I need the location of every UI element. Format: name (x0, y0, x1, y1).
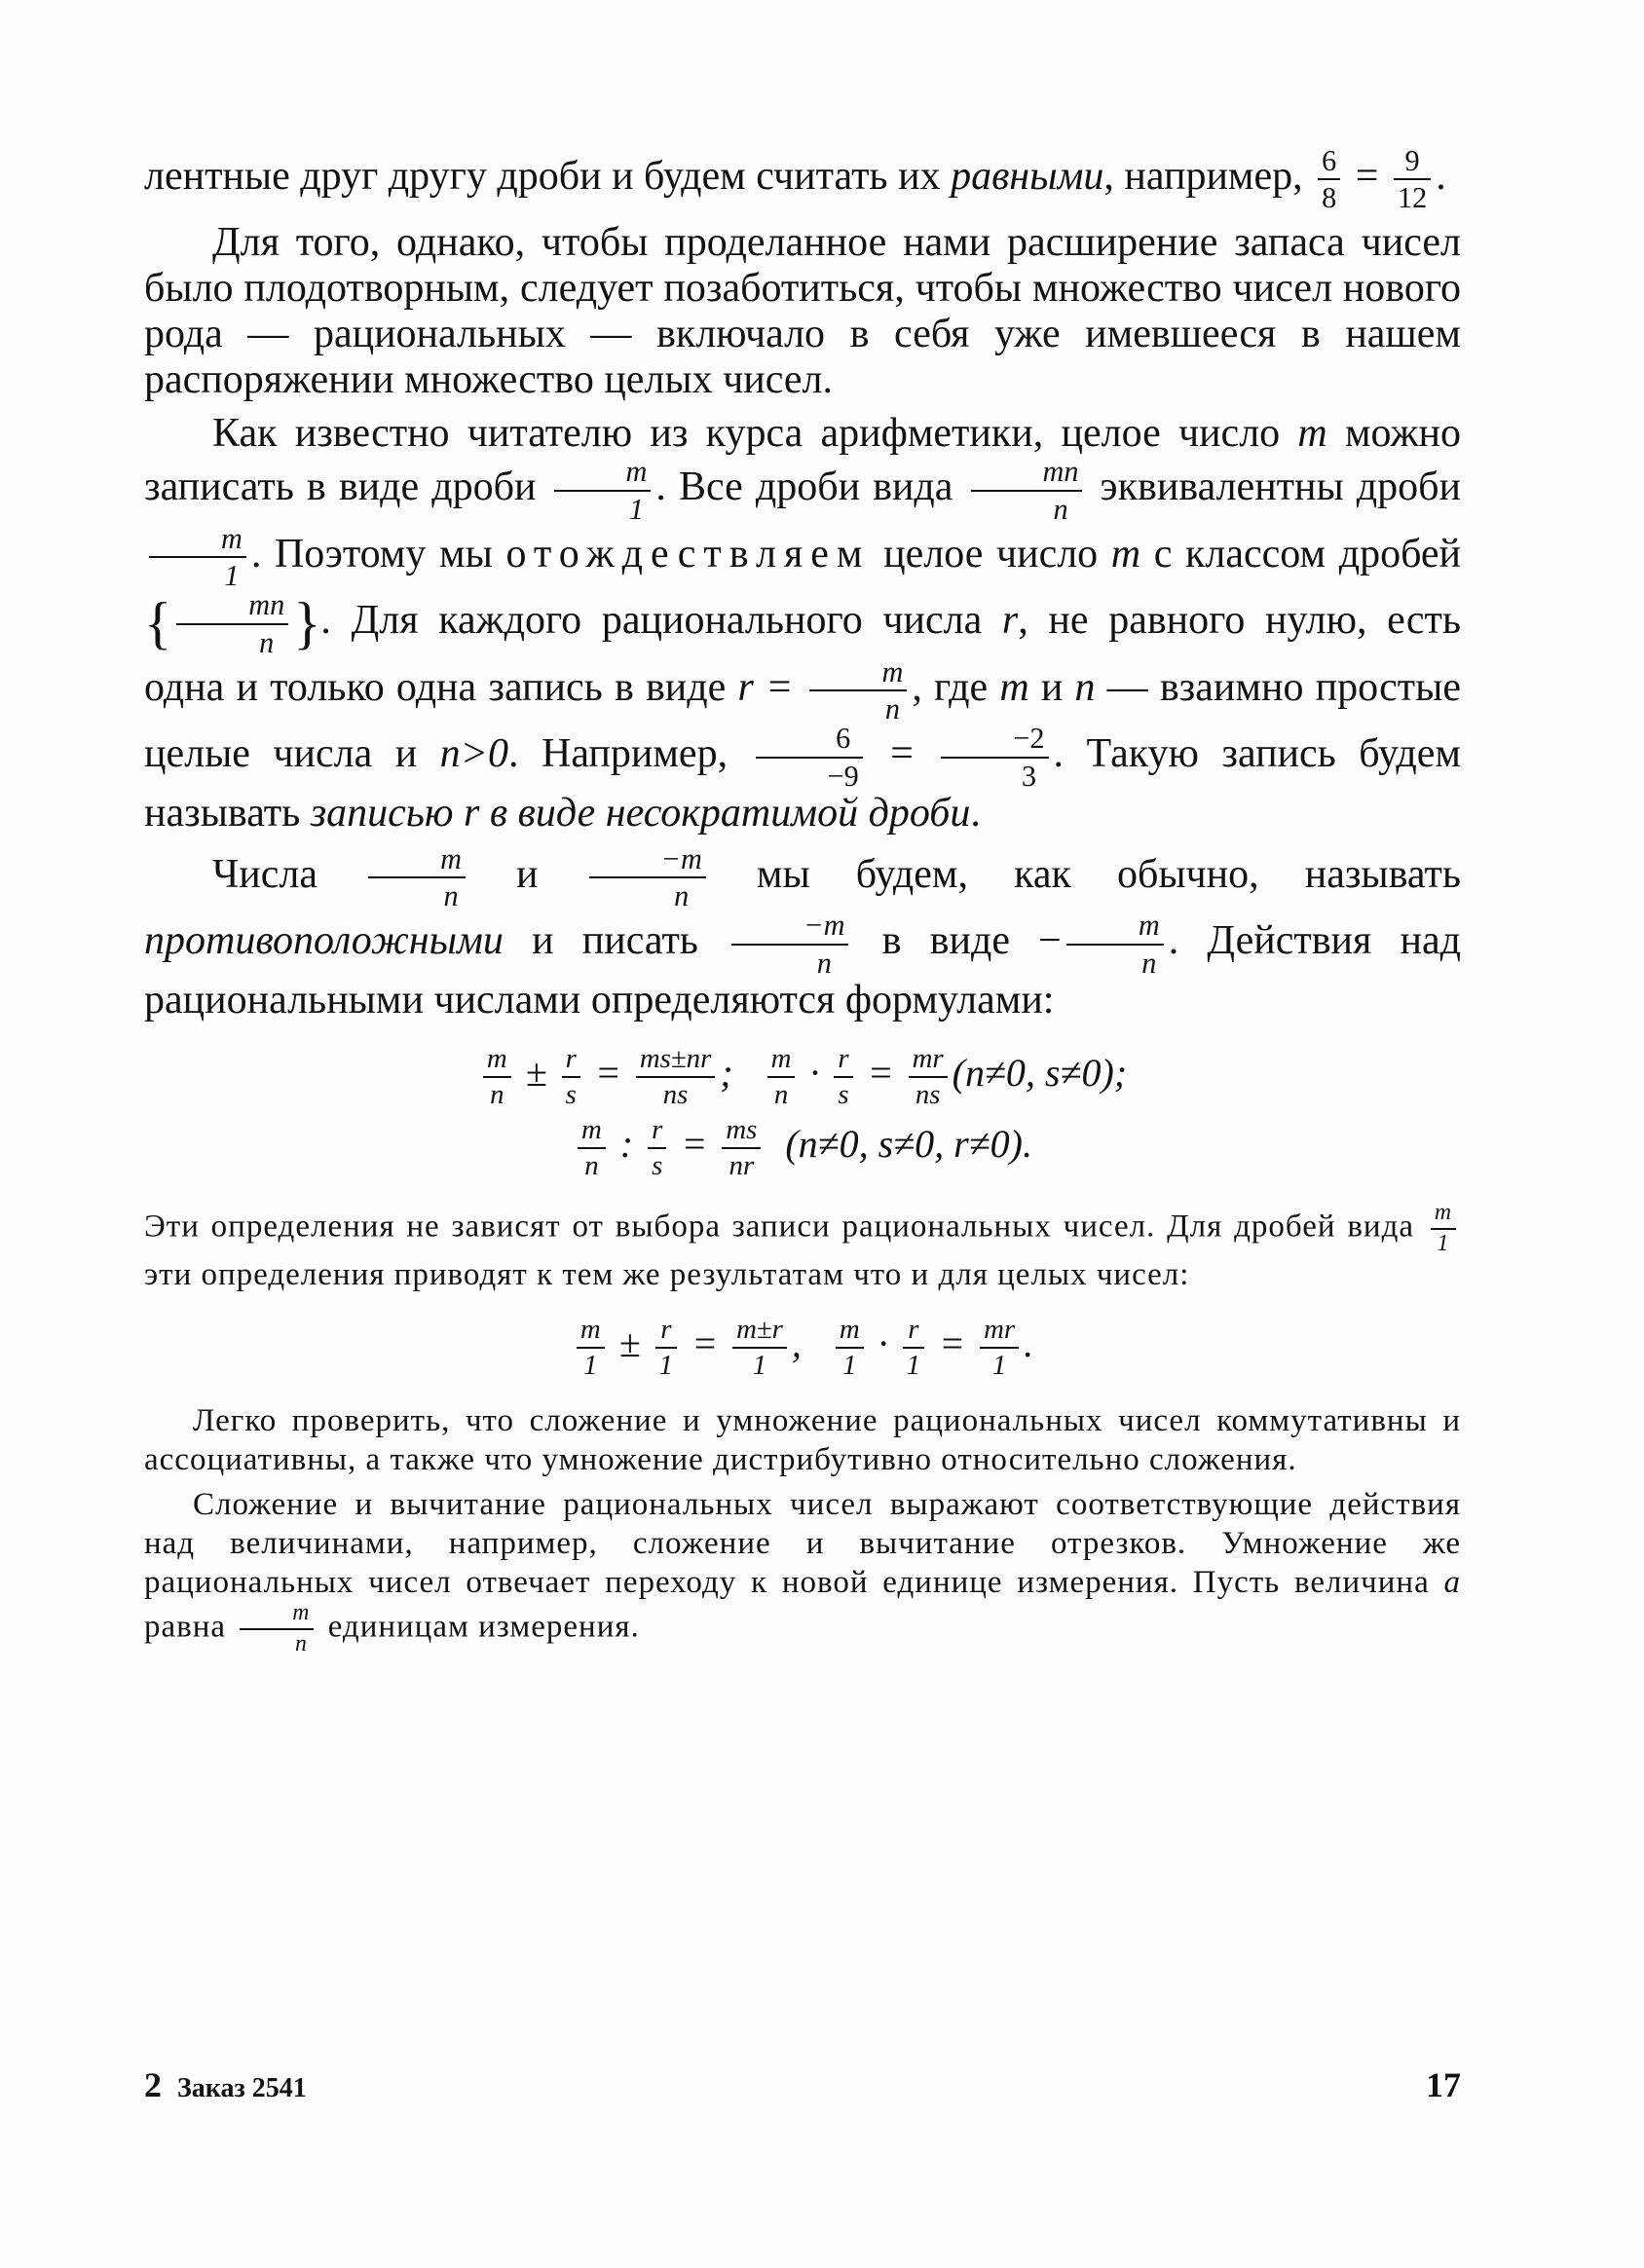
formula-row-2: $\frac{m}{n}$ : $\frac{r}{s}$ = $\frac{ms}{nr}$ (n≠0, s≠0, r≠0). (144, 1116, 1461, 1180)
formula-row-3: $\frac{m}{1}$ ± $\frac{r}{1}$ = $\frac{m\pm r}{1}$ , $\frac{m}{1}$ · $\frac{r}{1}$ = $\frac{mr}{1}$ . (144, 1316, 1461, 1380)
paragraph-3: Как известно читателю из курса арифметики, целое число m можно записать в виде дроби $\frac{m}{1}$ . Все дроби вида $\frac{mn}{n}$ эквивалентны дроби $\frac{m}{1}$ . Поэтому мы отождествляем целое число m с классом дробей { $\frac{mn}{n}$ }. Для каждого рационального числа r, не равного нулю, есть одна и только одна запись в виде r = $\frac{m}{n}$ , где m и n — взаимно простые целые числа и n>0. Например, $\frac{6}{-9}$ = $\frac{-2}{3}$ . Такую запись будем называть записью r в виде несократимой дроби. (144, 411, 1462, 836)
fraction: $\frac{-m}{n}$ (731, 911, 848, 977)
formula-row-1: $\frac{m}{n}$ ± $\frac{r}{s}$ = $\frac{ms\pm nr}{ns}$ ; $\frac{m}{n}$ · $\frac{r}{s}$ = $\frac{mr}{ns}$ (n≠0, s≠0); (144, 1045, 1461, 1109)
page-content (144, 146, 1461, 1656)
note-2: Легко проверить, что сложение и умножение рациональных чисел коммутативны и ассоциативны, а также что умножение дистрибутивно относительно сложения. (144, 1403, 1461, 1478)
note-3: Сложение и вычитание рациональных чисел выражают соответствующие действия над величинами, например, сложение и вычитание отрезков. Умножение же рациональных чисел отвечает переходу к новой единице измерения. Пусть величина a равна $\frac{m}{n}$ единицам измерения. (144, 1487, 1461, 1656)
formula-block-1 (144, 1042, 1461, 1182)
paragraph-4: Числа $\frac{m}{n}$ и $\frac{-m}{n}$ мы будем, как обычно, называть противоположными и писать $\frac{-m}{n}$ в виде − $\frac{m}{n}$ . Действия над рациональными числами определяются формулами: (144, 841, 1462, 1022)
fraction: $\frac{m}{1}$ (1431, 1202, 1456, 1256)
fraction: $\frac{-m}{n}$ (589, 844, 706, 911)
fraction: $\frac{m}{n}$ (368, 844, 466, 911)
fraction: $\frac{mn}{n}$ (971, 457, 1083, 523)
fraction: $\frac{9}{12}$ (1394, 146, 1431, 212)
paragraph-2: Для того, однако, чтобы проделанное нами расширение запаса чисел было плодотворным, следует позаботиться, чтобы множество чисел нового рода — рациональных — включало в себя уже имевшееся в нашем распоряжении множество целых чисел. (144, 220, 1461, 403)
fraction: $\frac{6}{-9}$ (756, 724, 863, 790)
fraction: $\frac{m}{n}$ (240, 1602, 314, 1656)
page-footer (144, 2064, 1461, 2105)
fraction: $\frac{-2}{3}$ (941, 724, 1048, 790)
fraction: $\frac{6}{8}$ (1318, 146, 1340, 212)
fraction: $\frac{m}{n}$ (809, 657, 907, 724)
fraction: $\frac{m}{1}$ (554, 457, 652, 523)
page-number: 17 (1426, 2065, 1461, 2104)
signature-mark: 2 Заказ 2541 (144, 2065, 307, 2104)
note-1: Эти определения не зависят от выбора записи рациональных чисел. Для дробей вида $\frac{m}{1}$ эти определения приводят к тем же результатам что и для целых чисел: (144, 1202, 1461, 1295)
fraction: $\frac{mn}{n}$ (176, 590, 288, 656)
paragraph-1: лентные друг другу дроби и будем считать их равными, например, $\frac{6}{8}$ = $\frac{9}{12}$ . (144, 144, 1446, 215)
fraction: $\frac{m}{n}$ (1066, 911, 1164, 977)
formula-block-2 (144, 1316, 1461, 1380)
fraction: $\frac{m}{1}$ (149, 524, 246, 590)
